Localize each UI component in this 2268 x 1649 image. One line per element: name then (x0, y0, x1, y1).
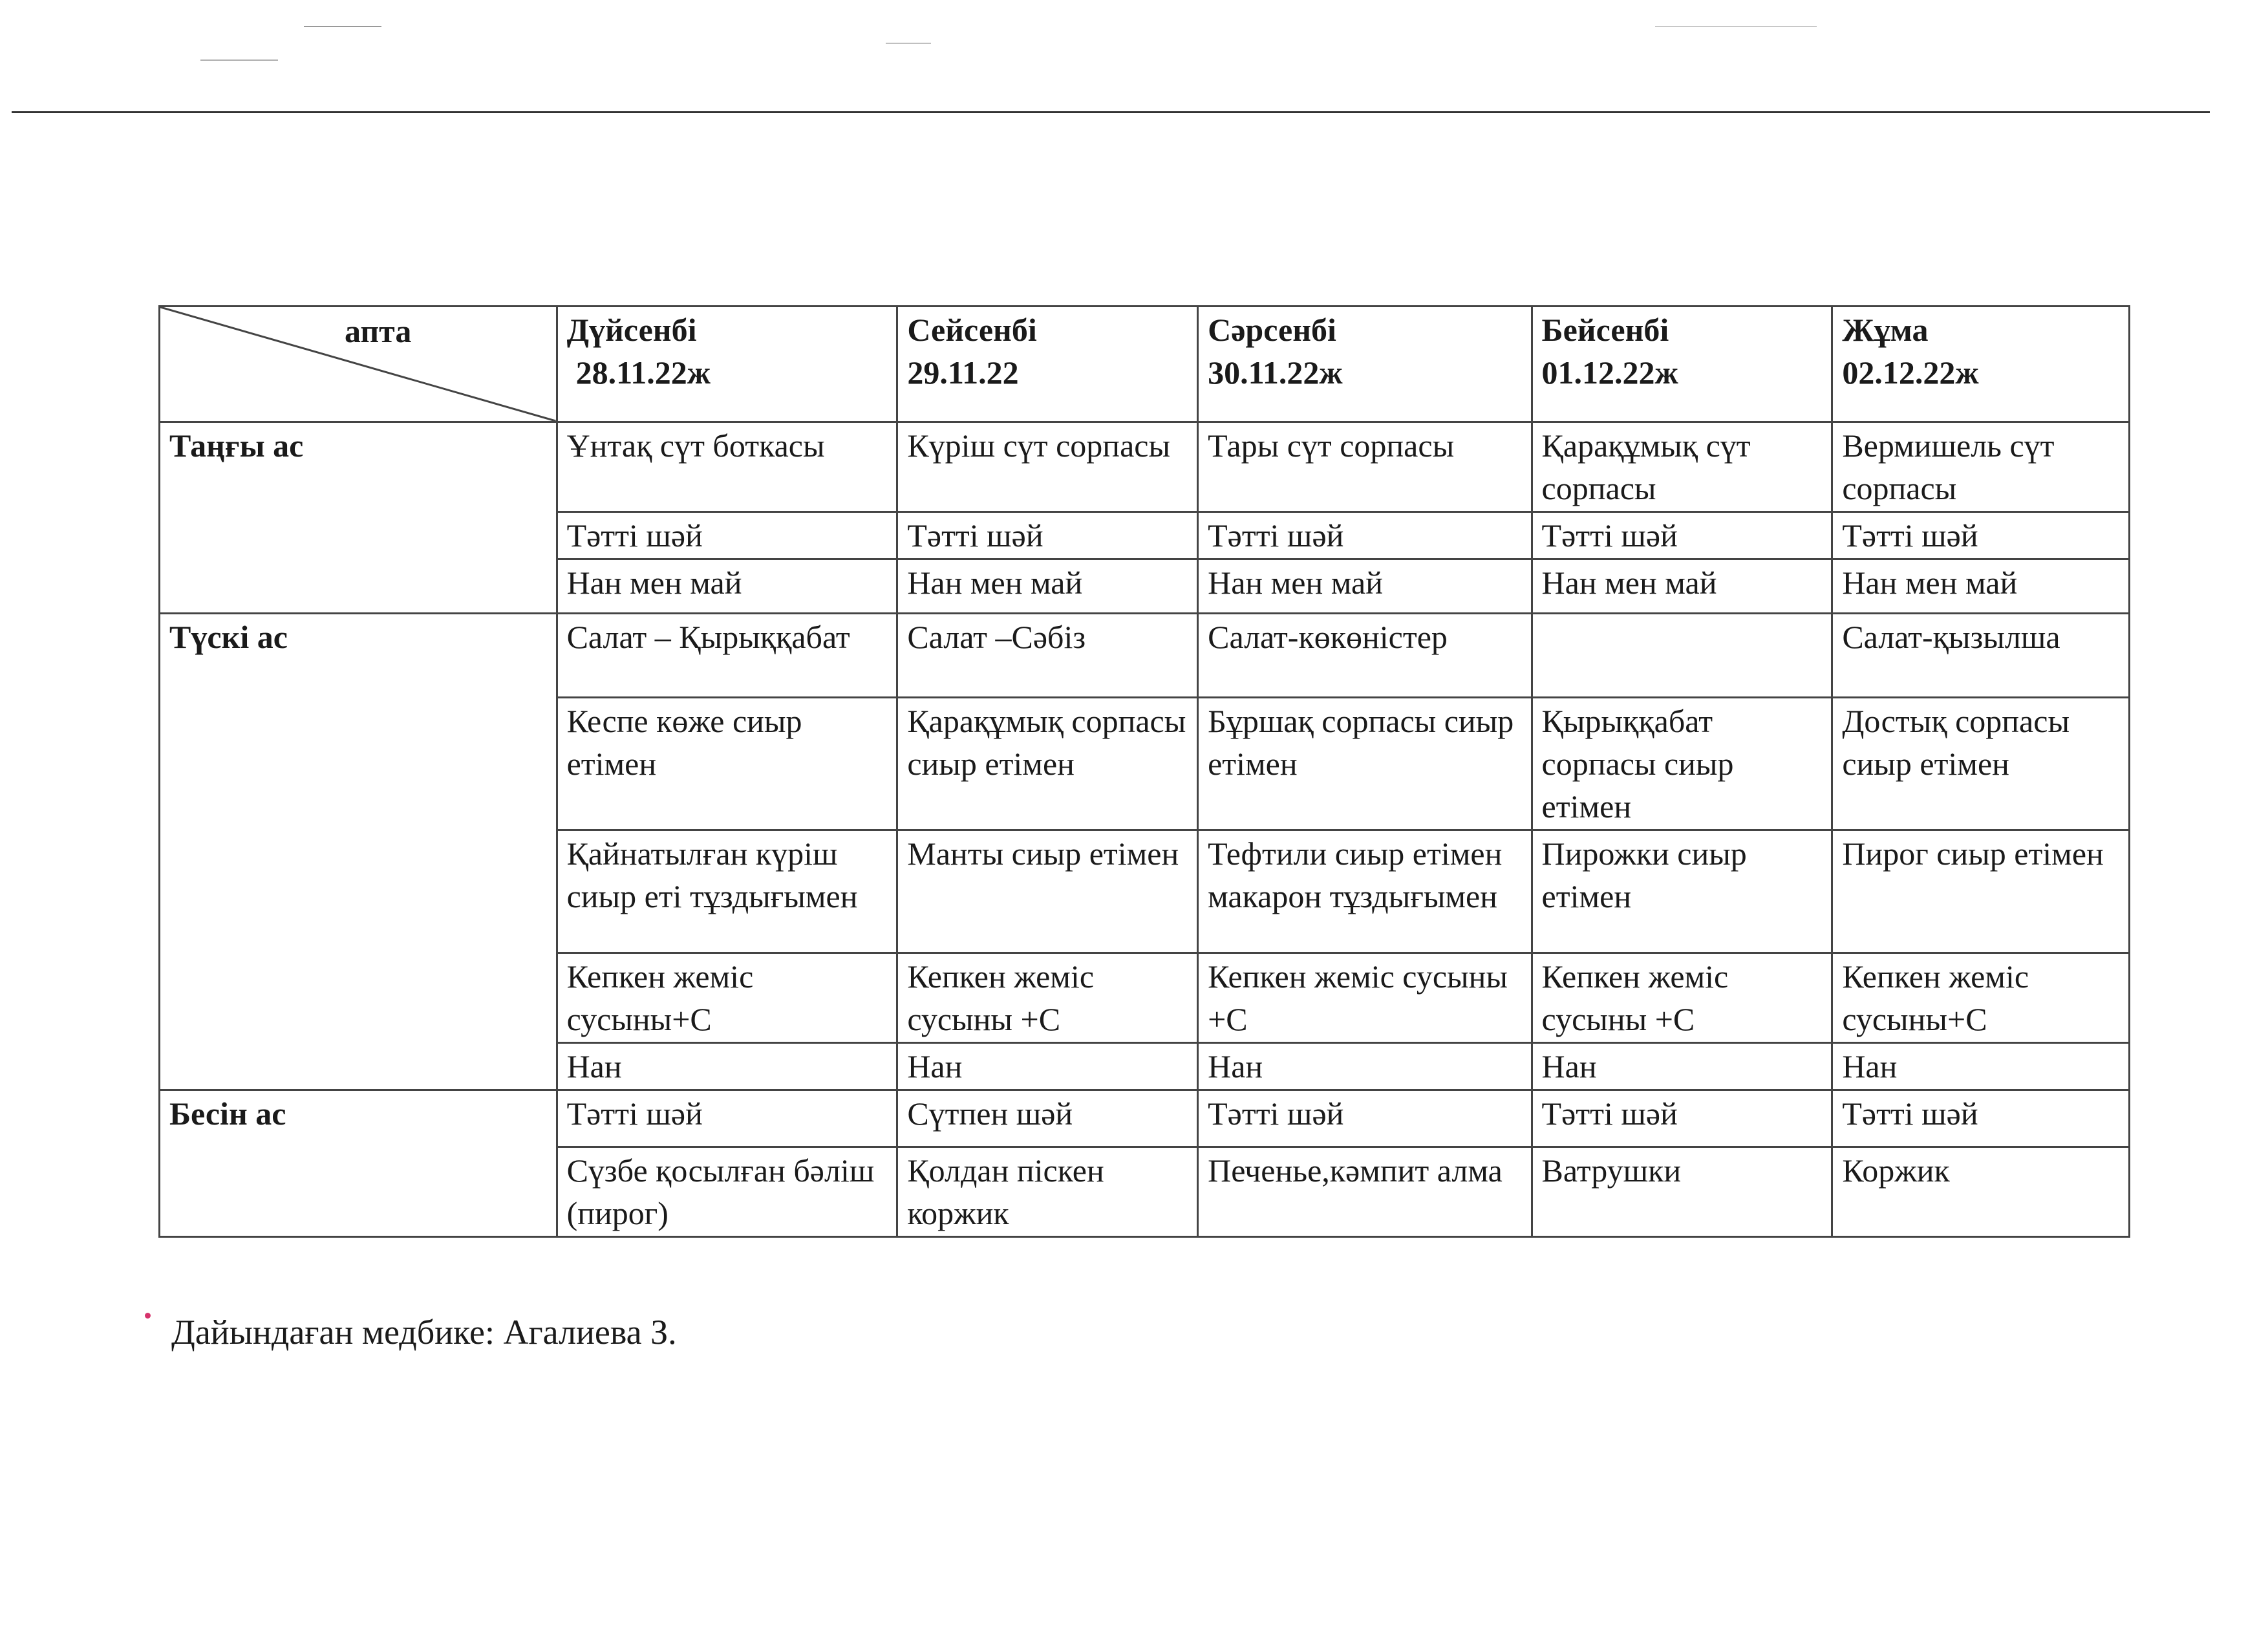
day-header-wednesday (1198, 307, 1532, 422)
menu-row (160, 422, 2130, 512)
dish-cell: Тәтті шәй (1832, 1090, 2130, 1147)
dish-cell: Кепкен жеміс сусыны +С (897, 953, 1198, 1043)
dish-cell: Қарақұмық сүт сорпасы (1532, 422, 1832, 512)
scan-artifact (1655, 26, 1817, 27)
dish-cell: Нан мен май (1198, 559, 1532, 614)
dish-cell: Нан (1832, 1043, 2130, 1090)
dish-cell: Қолдан піскен коржик (897, 1147, 1198, 1237)
day-date: 01.12.22ж (1541, 354, 1678, 391)
dish-cell: Тәтті шәй (1198, 512, 1532, 559)
weekly-menu-table (158, 305, 2130, 1238)
dish-cell: Тефтили сиыр етімен макарон тұздығымен (1198, 830, 1532, 953)
dish-cell: Нан мен май (557, 559, 897, 614)
dish-cell: Коржик (1832, 1147, 2130, 1237)
dish-cell: Сүтпен шәй (897, 1090, 1198, 1147)
week-label: апта (345, 313, 412, 349)
day-name: Бейсенбі (1541, 312, 1669, 348)
day-header-monday (557, 307, 897, 422)
dish-cell: Пирог сиыр етімен (1832, 830, 2130, 953)
dish-cell: Достық сорпасы сиыр етімен (1832, 698, 2130, 830)
dish-cell: Нан (557, 1043, 897, 1090)
dish-cell: Нан (897, 1043, 1198, 1090)
header-row (160, 307, 2130, 422)
dish-cell: Кепкен жеміс сусыны +С (1532, 953, 1832, 1043)
dish-cell: Кепкен жеміс сусыны+С (557, 953, 897, 1043)
day-header-thursday (1532, 307, 1832, 422)
dish-cell: Салат – Қырыққабат (557, 614, 897, 698)
dish-cell: Манты сиыр етімен (897, 830, 1198, 953)
day-name: Дүйсенбі (566, 312, 697, 348)
dish-cell: Тәтті шәй (1832, 512, 2130, 559)
dish-cell: Пирожки сиыр етімен (1532, 830, 1832, 953)
dish-cell: Нан мен май (1832, 559, 2130, 614)
pink-dot-mark (145, 1313, 151, 1319)
dish-cell (1532, 614, 1832, 698)
dish-cell: Күріш сүт сорпасы (897, 422, 1198, 512)
dish-cell: Нан мен май (897, 559, 1198, 614)
dish-cell: Тары сүт сорпасы (1198, 422, 1532, 512)
day-date: 29.11.22 (907, 354, 1019, 391)
day-date: 30.11.22ж (1208, 354, 1343, 391)
dish-cell: Тәтті шәй (1532, 512, 1832, 559)
scan-artifact (200, 59, 278, 61)
dish-cell: Салат –Сәбіз (897, 614, 1198, 698)
dish-cell: Қайнатылған күріш сиыр еті тұздығымен (557, 830, 897, 953)
dish-cell: Тәтті шәй (1532, 1090, 1832, 1147)
dish-cell: Тәтті шәй (557, 1090, 897, 1147)
day-name: Сейсенбі (907, 312, 1037, 348)
scan-artifact (304, 26, 381, 27)
day-header-tuesday (897, 307, 1198, 422)
dish-cell: Салат-көкөністер (1198, 614, 1532, 698)
day-date: 02.12.22ж (1842, 354, 1979, 391)
dish-cell: Тәтті шәй (897, 512, 1198, 559)
dish-cell: Тәтті шәй (1198, 1090, 1532, 1147)
dish-cell: Тәтті шәй (557, 512, 897, 559)
dish-cell: Сүзбе қосылған бәліш (пирог) (557, 1147, 897, 1237)
corner-cell (160, 307, 557, 422)
menu-row (160, 614, 2130, 698)
meal-label: Бесін ас (160, 1090, 557, 1237)
scan-artifact (886, 43, 931, 44)
dish-cell: Ватрушки (1532, 1147, 1832, 1237)
dish-cell: Бұршақ сорпасы сиыр етімен (1198, 698, 1532, 830)
dish-cell: Нан (1532, 1043, 1832, 1090)
scan-edge-line (12, 111, 2210, 113)
day-header-friday (1832, 307, 2130, 422)
dish-cell: Нан мен май (1532, 559, 1832, 614)
dish-cell: Қырыққабат сорпасы сиыр етімен (1532, 698, 1832, 830)
dish-cell: Кепкен жеміс сусыны +С (1198, 953, 1532, 1043)
dish-cell: Нан (1198, 1043, 1532, 1090)
day-date: 28.11.22ж (575, 354, 711, 391)
menu-row (160, 1090, 2130, 1147)
day-name: Сәрсенбі (1208, 312, 1336, 348)
dish-cell: Вермишель сүт сорпасы (1832, 422, 2130, 512)
dish-cell: Салат-қызылша (1832, 614, 2130, 698)
dish-cell: Қарақұмық сорпасы сиыр етімен (897, 698, 1198, 830)
dish-cell: Печенье,кәмпит алма (1198, 1147, 1532, 1237)
dish-cell: Кепкен жеміс сусыны+С (1832, 953, 2130, 1043)
meal-label: Таңғы ас (160, 422, 557, 614)
day-name: Жұма (1842, 312, 1929, 348)
meal-label: Түскі ас (160, 614, 557, 1090)
dish-cell: Ұнтақ сүт боткасы (557, 422, 897, 512)
prepared-by-note: Дайындаған медбике: Агалиева З. (171, 1313, 677, 1352)
dish-cell: Кеспе көже сиыр етімен (557, 698, 897, 830)
